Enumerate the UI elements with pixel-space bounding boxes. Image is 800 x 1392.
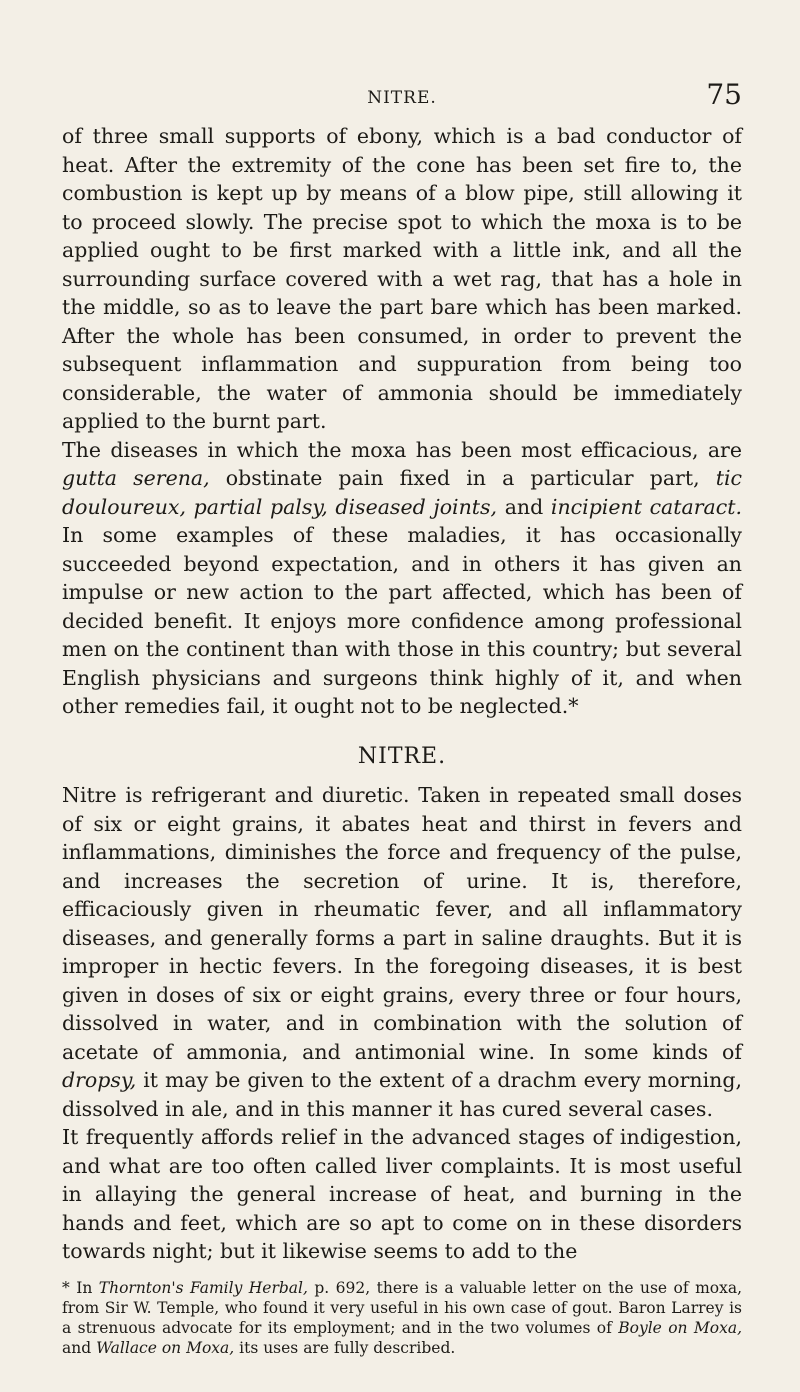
footnote-run: p. 692, there is a valuable letter on the use of moxa, from Sir W. Temple, who found it very useful in his own case of gout. Baron Larrey is a strenuous advocate for its employment; and in the two volumes of — [62, 1278, 743, 1337]
footnote-run: * In — [62, 1278, 99, 1297]
footnote-run: its uses are fully described. — [234, 1338, 456, 1357]
paragraph-moxa-procedure: of three small supports of ebony, which is a bad conductor of heat. After the extremity of the cone has been set fire to, the combustion is kept up by means of a blow pipe, still allowing it to proceed slowly. The precise spot to which the moxa is to be applied ought to be first marked with a little ink, and all the surrounding surface covered with a wet rag, that has a hole in the middle, so as to leave the part bare which has been marked. After the whole has been consumed, in order to prevent the subsequent inflammation and suppuration from being too considerable, the water of ammonia should be immediately applied to the burnt part. — [62, 124, 742, 433]
text-run: obstinate pain fixed in a particular part, — [209, 466, 716, 490]
page-number: 75 — [706, 78, 742, 111]
paragraph-nitre-indigestion: It frequently affords relief in the advanced stages of indigestion, and what are too often called liver complaints. It is most useful in allaying the general increase of heat, and burning in the hands and feet, which are so apt to come on in these disorders towards night; but it likewise seems to add to the — [62, 1125, 742, 1263]
text-run: Nitre is refrigerant and diuretic. Taken in repeated small doses of six or eight grains, it abates heat and thirst in fevers and inflammations, diminishes the force and frequency of the pulse, and increases the secretion of urine. It is, therefore, efficaciously given in rheumatic fever, and all inflammatory diseases, and generally forms a part in saline draughts. But it is improper in hectic fevers. In the foregoing diseases, it is best given in doses of six or eight grains, every three or four hours, dissolved in water, and in combination with the solution of acetate of ammonia, and antimonial wine. In some kinds of — [62, 783, 742, 1064]
footnote-run: and — [62, 1338, 97, 1357]
text-run: it may be given to the extent of a drachm every morning, dissolved in ale, and in this manner it has cured several cases. — [62, 1068, 742, 1121]
running-header — [62, 78, 742, 122]
paragraph-nitre-properties — [62, 781, 742, 1123]
running-title: NITRE. — [367, 88, 437, 108]
footnote — [62, 1278, 742, 1358]
footnote-italic: Boyle on Moxa, — [618, 1318, 743, 1337]
body-text — [62, 122, 742, 1266]
text-run: In some examples of these maladies, it has occasionally succeeded beyond expectation, and in others it has given an impulse or new action to the part affected, which has been of decided benefit. It enjoys more confidence among professional men on the continent than with those in this country; but several English physicians and surgeons think highly of it, and when other remedies fail, it ought not to be neglected.* — [62, 523, 742, 718]
footnote-italic: Wallace on Moxa, — [96, 1338, 235, 1357]
footnote-italic: Thornton's Family Herbal, — [98, 1278, 308, 1297]
italic-term: gutta serena, — [62, 466, 210, 490]
book-page — [62, 78, 743, 1358]
text-run: and — [497, 494, 551, 519]
text-run: The diseases in which the moxa has been most efficacious, are — [62, 437, 742, 462]
italic-term: tic douloureux, partial palsy, diseased joints, — [62, 466, 742, 519]
italic-term: dropsy, — [62, 1068, 137, 1092]
italic-term: incipient cataract. — [550, 494, 742, 519]
section-heading: NITRE. — [357, 743, 447, 769]
paragraph-moxa-diseases — [62, 436, 742, 721]
